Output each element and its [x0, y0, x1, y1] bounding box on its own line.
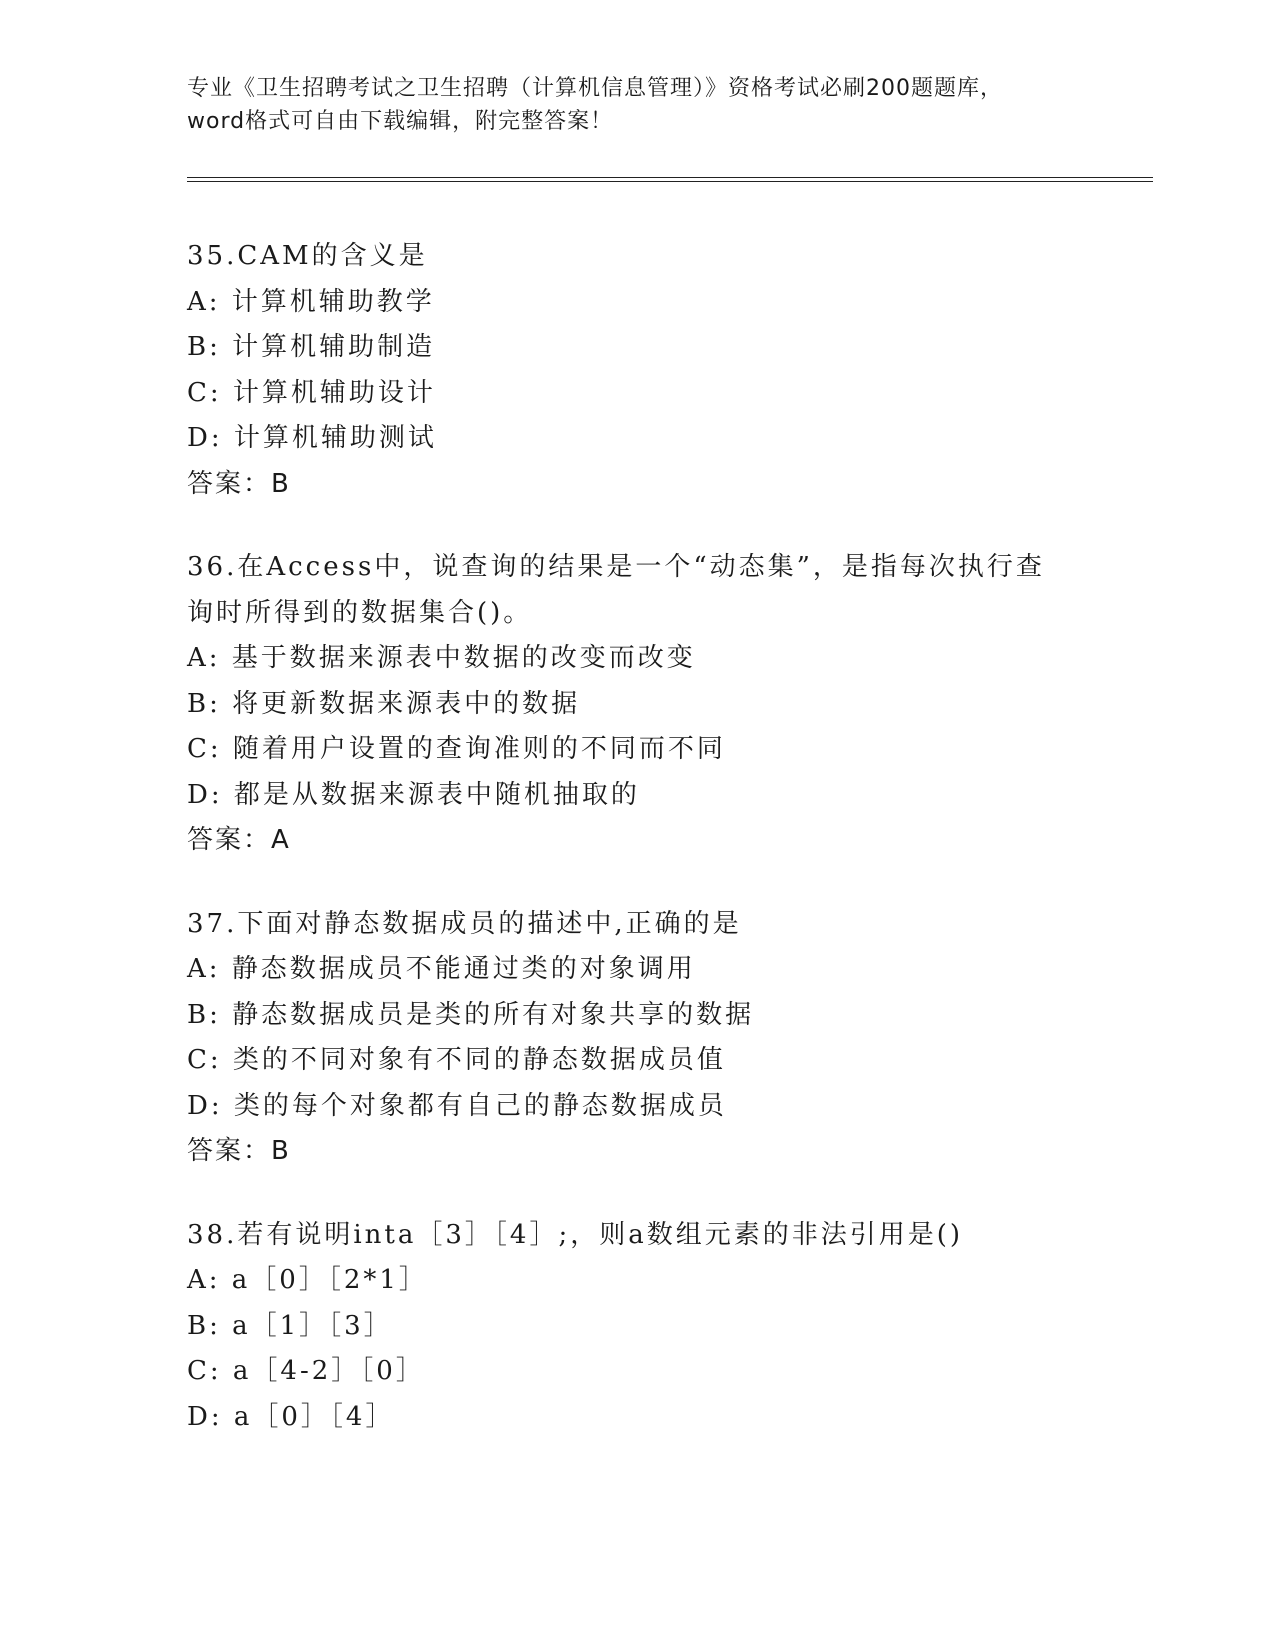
header-line-1: 专业《卫生招聘考试之卫生招聘（计算机信息管理）》资格考试必刷200题题库，	[187, 76, 1003, 101]
option-d: D: a［0］［4］	[187, 1401, 395, 1432]
option-a: A: 基于数据来源表中数据的改变而改变	[187, 643, 696, 673]
question-35	[187, 234, 1127, 507]
option-b: B: 计算机辅助制造	[187, 332, 436, 362]
option-c: C: 类的不同对象有不同的静态数据成员值	[187, 1045, 726, 1075]
option-b: B: a［1］［3］	[187, 1310, 393, 1341]
question-stem: 37.下面对静态数据成员的描述中,正确的是	[187, 908, 742, 939]
option-a: A: 计算机辅助教学	[187, 286, 435, 317]
answer-label: 答案：B	[187, 1136, 291, 1166]
answer-label: 答案：A	[187, 825, 291, 855]
question-38	[187, 1213, 1127, 1441]
document-header	[187, 72, 1087, 138]
option-d: D: 都是从数据来源表中随机抽取的	[187, 779, 640, 810]
question-list	[187, 234, 1127, 1478]
option-c: C: 计算机辅助设计	[187, 377, 436, 408]
option-b: B: 静态数据成员是类的所有对象共享的数据	[187, 999, 755, 1030]
question-37	[187, 902, 1127, 1175]
question-stem: 38.若有说明inta［3］［4］;，则a数组元素的非法引用是()	[187, 1219, 963, 1250]
option-d: D: 类的每个对象都有自己的静态数据成员	[187, 1090, 727, 1121]
option-c: C: 随着用户设置的查询准则的不同而不同	[187, 734, 726, 764]
answer-label: 答案：B	[187, 468, 291, 499]
question-36	[187, 545, 1127, 864]
question-stem: 36.在Access中，说查询的结果是一个“动态集”，是指每次执行查	[187, 552, 1045, 582]
option-c: C: a［4-2］［0］	[187, 1356, 425, 1386]
header-line-2: word格式可自由下载编辑，附完整答案！	[187, 109, 614, 134]
option-d: D: 计算机辅助测试	[187, 423, 437, 453]
option-a: A: 静态数据成员不能通过类的对象调用	[187, 954, 696, 984]
option-a: A: a［0］［2*1］	[187, 1265, 428, 1295]
option-b: B: 将更新数据来源表中的数据	[187, 688, 581, 719]
question-stem-continued: 询时所得到的数据集合()。	[187, 597, 533, 628]
question-stem: 35.CAM的含义是	[187, 241, 428, 271]
header-divider	[187, 177, 1153, 182]
